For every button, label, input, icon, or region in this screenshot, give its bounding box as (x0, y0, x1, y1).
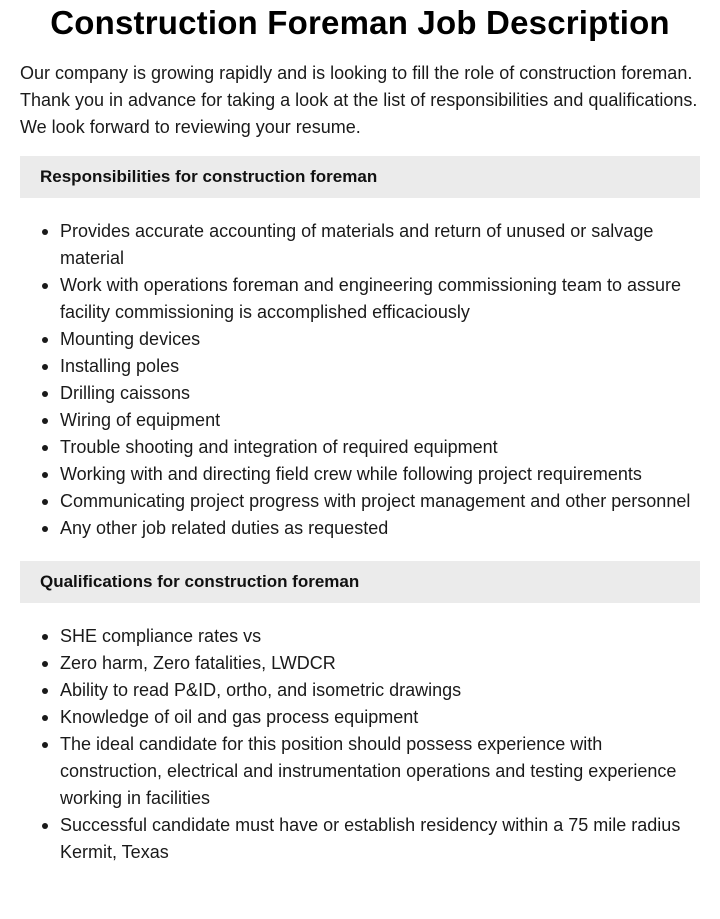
list-item: Wiring of equipment (60, 407, 700, 434)
intro-paragraph: Our company is growing rapidly and is looking to fill the role of construction foreman. Thank you in advance for taking a look at the list of responsibilities and qualifications. We look forward to reviewing your resume. (20, 63, 698, 137)
list-item: Successful candidate must have or establish residency within a 75 mile radius Kermit, Texas (60, 812, 700, 866)
list-item: Mounting devices (60, 326, 700, 353)
list-item: Provides accurate accounting of materials and return of unused or salvage material (60, 218, 700, 272)
list-item: Drilling caissons (60, 380, 700, 407)
list-item: Ability to read P&ID, ortho, and isometric drawings (60, 677, 700, 704)
list-item: Zero harm, Zero fatalities, LWDCR (60, 650, 700, 677)
list-item: Work with operations foreman and engineering commissioning team to assure facility commissioning is accomplished efficaciously (60, 272, 700, 326)
qualifications-list (20, 623, 700, 866)
list-item: SHE compliance rates vs (60, 623, 700, 650)
list-item: Communicating project progress with project management and other personnel (60, 488, 700, 515)
list-item: Trouble shooting and integration of required equipment (60, 434, 700, 461)
list-item: Working with and directing field crew while following project requirements (60, 461, 700, 488)
list-item: Installing poles (60, 353, 700, 380)
list-item: The ideal candidate for this position should possess experience with construction, electrical and instrumentation operations and testing experience working in facilities (60, 731, 700, 812)
page-title: Construction Foreman Job Description (50, 4, 670, 41)
responsibilities-heading: Responsibilities for construction foreman (20, 156, 700, 198)
responsibilities-list (20, 218, 700, 542)
qualifications-heading: Qualifications for construction foreman (20, 561, 700, 603)
list-item: Any other job related duties as requested (60, 515, 700, 542)
list-item: Knowledge of oil and gas process equipment (60, 704, 700, 731)
